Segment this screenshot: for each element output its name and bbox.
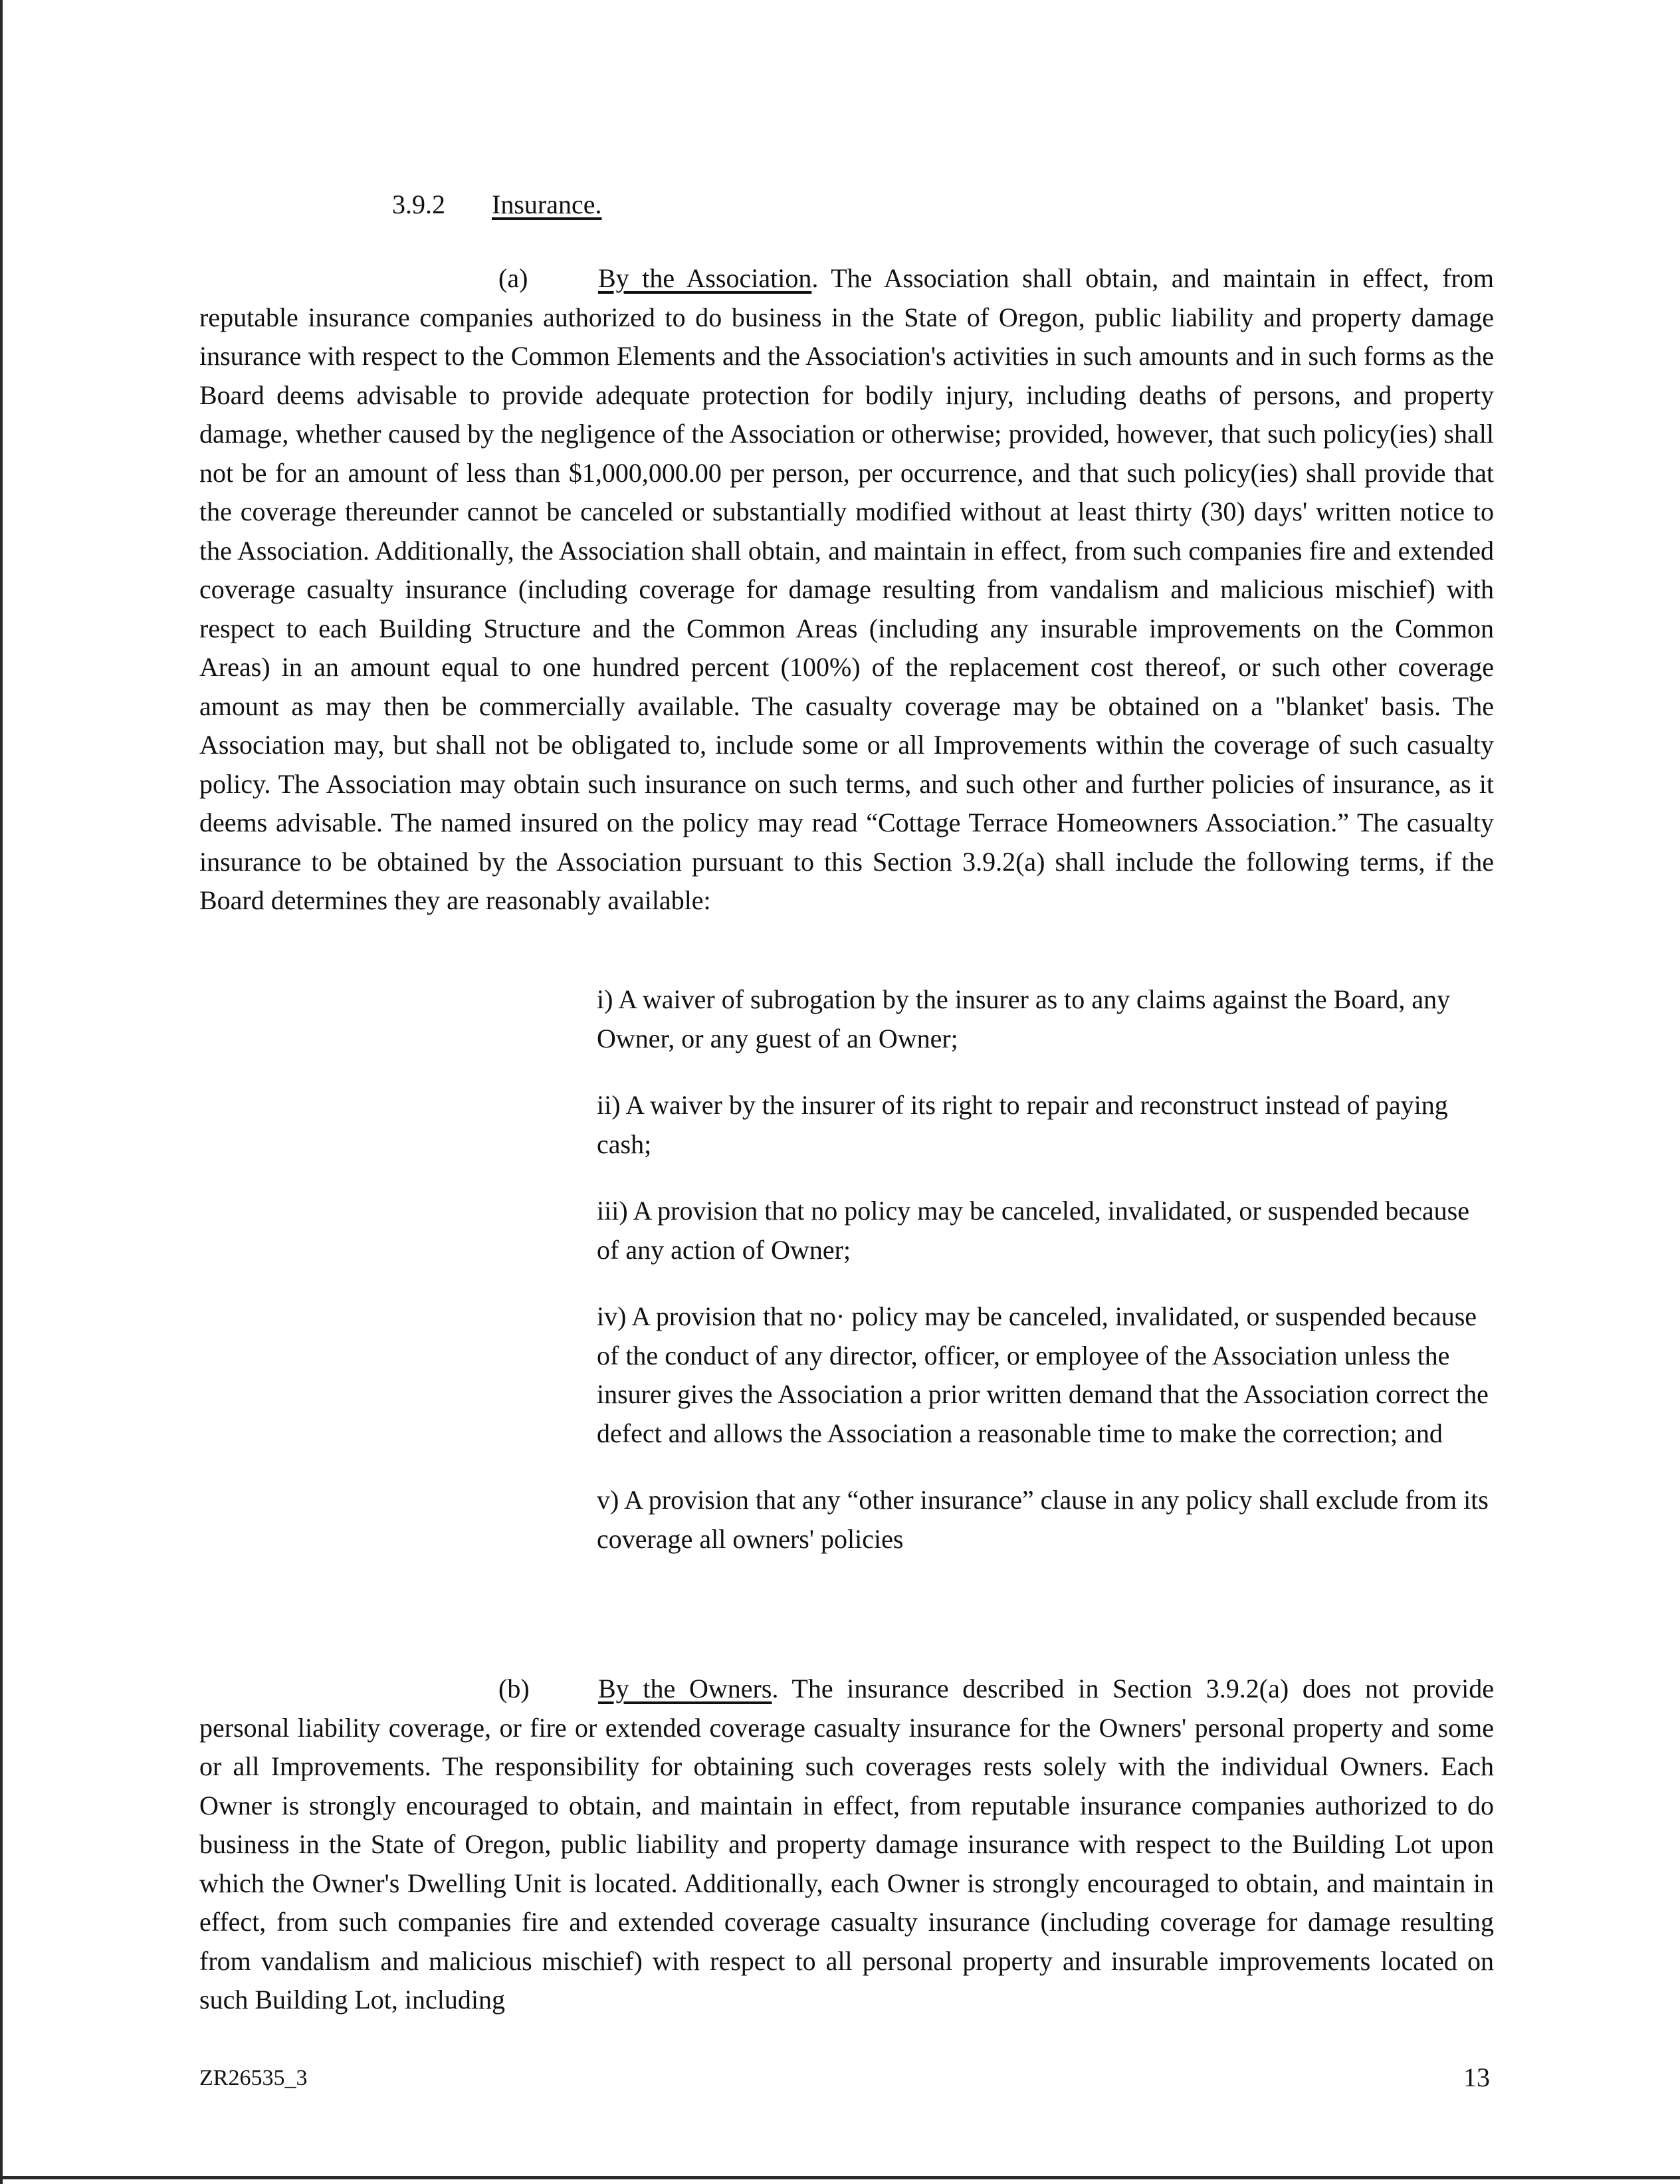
list-item: iii) A provision that no policy may be canceled, invalidated, or suspended because of any action of Owner; <box>597 1196 1469 1265</box>
section-title: Insurance. <box>492 189 602 219</box>
footer-doc-id: ZR26535_3 <box>199 2066 308 2090</box>
section-number: 3.9.2 <box>392 189 445 219</box>
paragraph-a <box>199 259 1494 921</box>
section-heading <box>199 185 601 225</box>
paragraph-a-heading: By the Association <box>598 263 812 293</box>
paragraph-b <box>199 1670 1494 2020</box>
footer-page-number: 13 <box>1463 2062 1490 2092</box>
paragraph-b-label: (b) <box>498 1674 530 1703</box>
paragraph-b-text: . The insurance described in Section 3.9.2(a) does not provide personal liability coverage, or fire or extended coverage casualty insurance for the Owners' personal property and some or all Improvements. The responsibility for obtaining such coverages rests solely with the individual Owners. Each Owner is strongly encouraged to obtain, and maintain in effect, from reputable insurance companies authorized to do business in the State of Oregon, public liability and property damage insurance with respect to the Building Lot upon which the Owner's Dwelling Unit is located. Additionally, each Owner is strongly encouraged to obtain, and maintain in effect, from such companies fire and extended coverage casualty insurance (including coverage for damage resulting from vandalism and malicious mischief) with respect to all personal property and insurable improvements located on such Building Lot, including <box>199 1674 1494 2015</box>
paragraph-a-text: . The Association shall obtain, and maintain in effect, from reputable insurance companies authorized to do business in the State of Oregon, public liability and property damage insurance with respect to the Common Elements and the Association's activities in such amounts and in such forms as the Board deems advisable to provide adequate protection for bodily injury, including deaths of persons, and property damage, whether caused by the negligence of the Association or otherwise; provided, however, that such policy(ies) shall not be for an amount of less than $1,000,000.00 per person, per occurrence, and that such policy(ies) shall provide that the coverage thereunder cannot be canceled or substantially modified without at least thirty (30) days' written notice to the Association. Additionally, the Association shall obtain, and maintain in effect, from such companies fire and extended coverage casualty insurance (including coverage for damage resulting from vandalism and malicious mischief) with respect to each Building Structure and the Common Areas (including any insurable improvements on the Common Areas) in an amount equal to one hundred percent (100%) of the replacement cost thereof, or such other coverage amount as may then be commercially available. The casualty coverage may be obtained on a "blanket' basis. The Association may, but shall not be obligated to, include some or all Improvements within the coverage of such casualty policy. The Association may obtain such insurance on such terms, and such other and further policies of insurance, as it deems advisable. The named insured on the policy may read “Cottage Terrace Homeowners Association.” The casualty insurance to be obtained by the Association pursuant to this Section 3.9.2(a) shall include the following terms, if the Board determines they are reasonably available: <box>199 263 1494 915</box>
list-item: i) A waiver of subrogation by the insurer as to any claims against the Board, any Owner, or any guest of an Owner; <box>597 984 1451 1053</box>
scan-bottom-edge <box>0 2176 1680 2179</box>
paragraph-a-label: (a) <box>498 263 528 293</box>
paragraph-b-heading: By the Owners <box>598 1674 772 1703</box>
insurance-terms-list <box>597 980 1494 1586</box>
list-item: iv) A provision that no· policy may be canceled, invalidated, or suspended because of the conduct of any director, officer, or employee of the Association unless the insurer gives the Association a prior written demand that the Association correct the defect and allows the Association a reasonable time to make the correction; and <box>597 1301 1489 1448</box>
list-item: ii) A waiver by the insurer of its right to repair and reconstruct instead of paying cash; <box>597 1090 1448 1159</box>
scan-left-edge <box>0 0 3 2184</box>
list-item: v) A provision that any “other insurance” clause in any policy shall exclude from its coverage all owners' policies <box>597 1485 1489 1554</box>
